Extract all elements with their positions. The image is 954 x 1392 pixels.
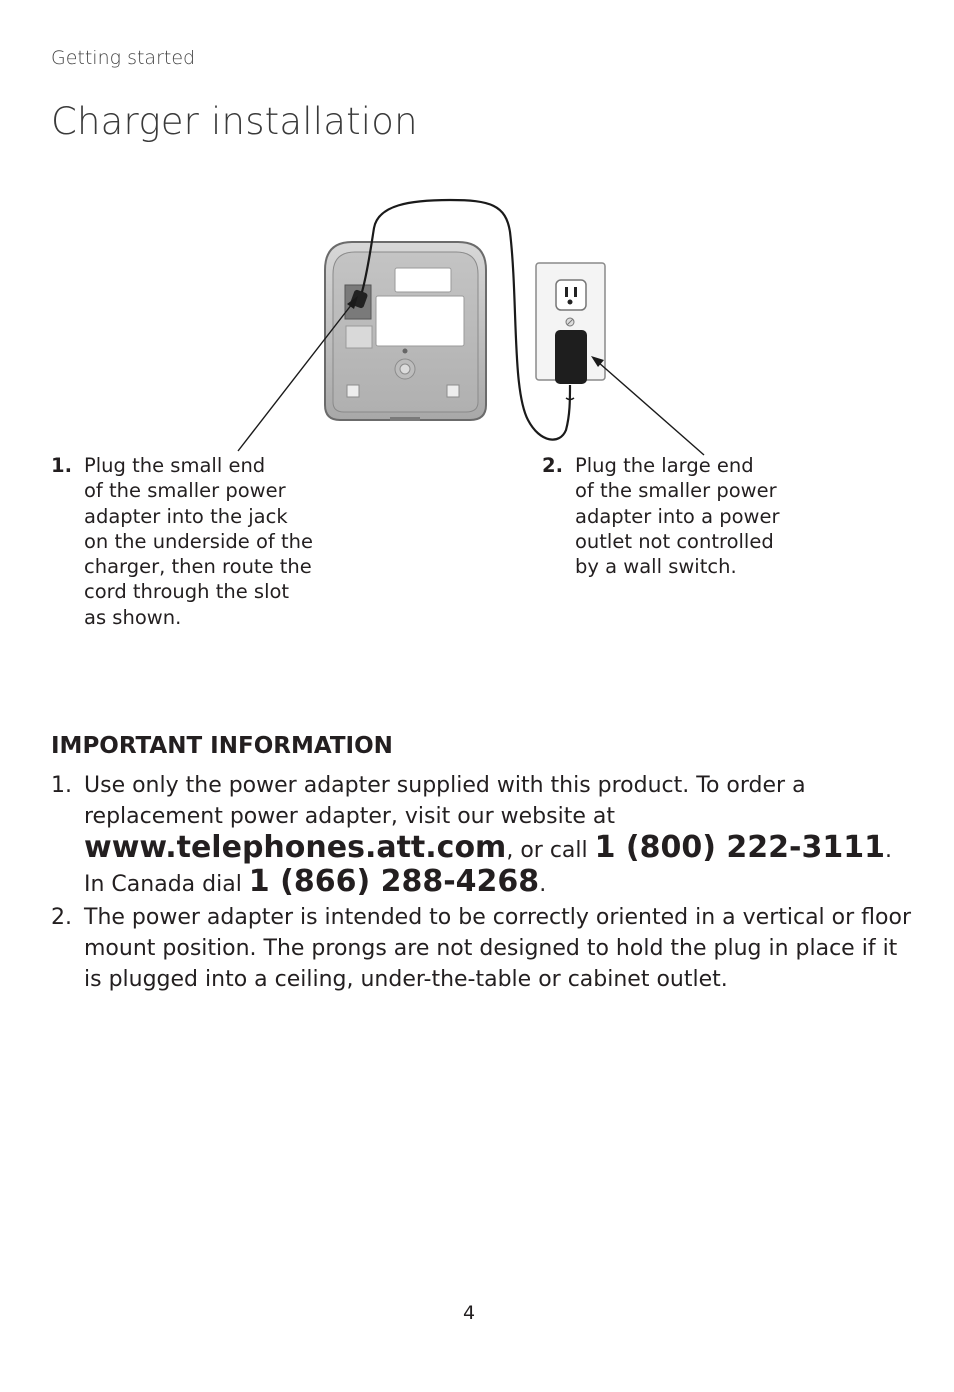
important-item-2-text: The power adapter is intended to be correctly oriented in a vertical or floor mount position. The prongs are not designed to hold the plug in place if it is plugged into a ceiling, under-the-table or cabinet outlet.	[84, 905, 911, 992]
phone-canada: 1 (866) 288-4268	[248, 864, 540, 899]
website-link[interactable]: www.telephones.att.com	[84, 830, 507, 865]
important-info-list	[51, 770, 911, 997]
important-info-heading: IMPORTANT INFORMATION	[51, 733, 393, 759]
step-2-text: Plug the large end of the smaller power adapter into a power outlet not controlled by a wall switch.	[575, 454, 780, 579]
section-label: Getting started	[51, 47, 196, 69]
important-item-1	[51, 770, 911, 900]
important-item-1-number: 1.	[51, 773, 72, 798]
or-call-text: , or call	[506, 838, 595, 863]
phone-us: 1 (800) 222-3111	[594, 830, 885, 865]
charger-base-icon	[325, 242, 486, 421]
power-adapter-icon	[555, 330, 587, 384]
period-1: .	[885, 838, 892, 863]
period-2: .	[539, 872, 547, 897]
important-item-1-text: Use only the power adapter supplied with this product. To order a replacement power adapter, visit our website at	[84, 773, 806, 829]
canada-text: In Canada dial	[84, 872, 249, 897]
step2-callout-line	[598, 362, 704, 455]
step-2-number: 2.	[542, 454, 563, 477]
page-title: Charger installation	[51, 100, 418, 143]
step-2	[542, 453, 842, 593]
important-item-2	[51, 902, 911, 995]
important-item-2-number: 2.	[51, 905, 72, 930]
page-number: 4	[462, 1302, 476, 1324]
step-1	[51, 453, 351, 633]
step-1-text: Plug the small end of the smaller power adapter into the jack on the underside of the charger, then route the cord through the slot as shown.	[84, 454, 313, 629]
step-1-number: 1.	[51, 454, 72, 477]
